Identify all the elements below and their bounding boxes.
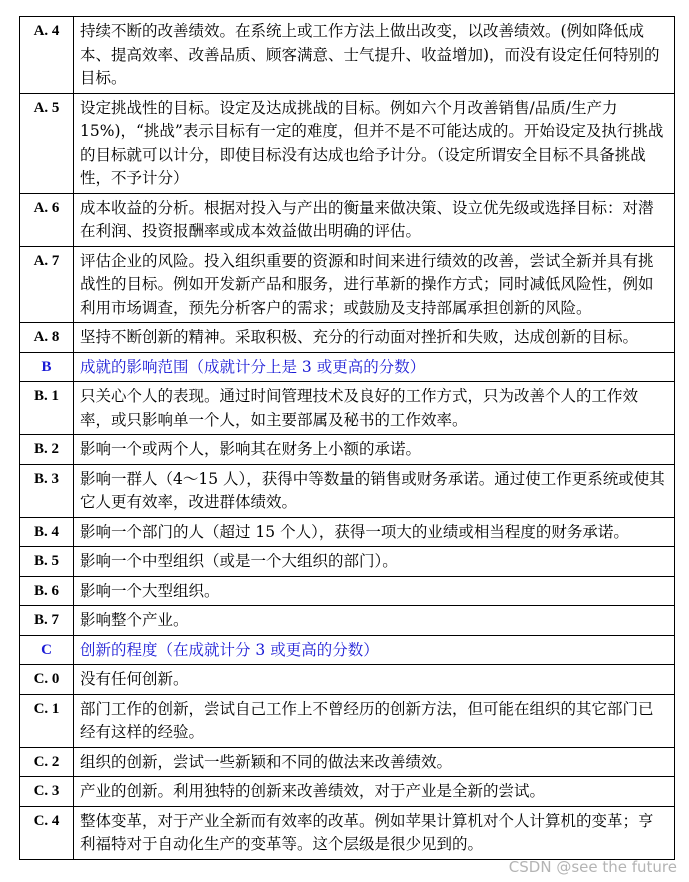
section-title: 创新的程度（在成就计分 3 或更高的分数） (74, 635, 675, 665)
table-row (20, 323, 675, 353)
row-description: 只关心个人的表现。通过时间管理技术及良好的工作方式，只为改善个人的工作效率，或只影响单一个人，如主要部属及秘书的工作效率。 (74, 382, 675, 435)
table-row (20, 517, 675, 547)
row-description: 没有任何创新。 (74, 665, 675, 695)
row-code: C. 0 (20, 665, 74, 695)
row-description: 成本收益的分析。根据对投入与产出的衡量来做决策、设立优先级或选择目标：对潜在利润、投资报酬率或成本效益做出明确的评估。 (74, 193, 675, 246)
section-title: 成就的影响范围（成就计分上是 3 或更高的分数） (74, 352, 675, 382)
table-row (20, 576, 675, 606)
watermark: CSDN @see the future (508, 858, 677, 876)
table-row (20, 777, 675, 807)
table-row (20, 17, 675, 94)
row-description: 部门工作的创新，尝试自己工作上不曾经历的创新方法，但可能在组织的其它部门已经有这样的经验。 (74, 694, 675, 747)
row-code: B. 7 (20, 606, 74, 636)
row-code: B (20, 352, 74, 382)
row-code: B. 4 (20, 517, 74, 547)
row-code: A. 5 (20, 93, 74, 193)
row-description: 影响一个中型组织（或是一个大组织的部门）。 (74, 547, 675, 577)
table-row (20, 747, 675, 777)
row-code: C. 3 (20, 777, 74, 807)
table-row (20, 464, 675, 517)
row-code: A. 6 (20, 193, 74, 246)
row-code: B. 1 (20, 382, 74, 435)
row-description: 影响一群人（4～15 人），获得中等数量的销售或财务承诺。通过使工作更系统或使其它人更有效率，改进群体绩效。 (74, 464, 675, 517)
table-row (20, 694, 675, 747)
criteria-table-body (20, 17, 675, 860)
row-code: A. 8 (20, 323, 74, 353)
table-row (20, 246, 675, 323)
row-code: C. 2 (20, 747, 74, 777)
table-row (20, 382, 675, 435)
row-code: B. 3 (20, 464, 74, 517)
section-row (20, 352, 675, 382)
row-description: 设定挑战性的目标。设定及达成挑战的目标。例如六个月改善销售/品质/生产力 15%)，“挑战”表示目标有一定的难度，但并不是不可能达成的。开始设定及执行挑战的目标就可以计分，即使目标没有达成也给予计分。（设定所谓安全目标不具备挑战性，不予计分） (74, 93, 675, 193)
row-description: 组织的创新，尝试一些新颖和不同的做法来改善绩效。 (74, 747, 675, 777)
table-row (20, 547, 675, 577)
row-description: 评估企业的风险。投入组织重要的资源和时间来进行绩效的改善，尝试全新并具有挑战性的目标。例如开发新产品和服务，进行革新的操作方式；同时减低风险性，例如利用市场调查，预先分析客户的需求；或鼓励及支持部属承担创新的风险。 (74, 246, 675, 323)
row-code: B. 5 (20, 547, 74, 577)
row-code: C (20, 635, 74, 665)
row-description: 影响整个产业。 (74, 606, 675, 636)
table-row (20, 435, 675, 465)
row-description: 整体变革，对于产业全新而有效率的改革。例如苹果计算机对个人计算机的变革；亨利福特对于自动化生产的变革等。这个层级是很少见到的。 (74, 806, 675, 859)
section-row (20, 635, 675, 665)
table-row (20, 806, 675, 859)
table-row (20, 93, 675, 193)
row-description: 持续不断的改善绩效。在系统上或工作方法上做出改变，以改善绩效。(例如降低成本、提高效率、改善品质、顾客满意、士气提升、收益增加)，而没有设定任何特别的目标。 (74, 17, 675, 94)
table-row (20, 606, 675, 636)
row-code: B. 2 (20, 435, 74, 465)
row-description: 坚持不断创新的精神。采取积极、充分的行动面对挫折和失败，达成创新的目标。 (74, 323, 675, 353)
row-code: A. 7 (20, 246, 74, 323)
table-row (20, 193, 675, 246)
row-description: 产业的创新。利用独特的创新来改善绩效，对于产业是全新的尝试。 (74, 777, 675, 807)
row-code: C. 1 (20, 694, 74, 747)
table-row (20, 665, 675, 695)
row-code: C. 4 (20, 806, 74, 859)
criteria-table (19, 16, 675, 860)
row-description: 影响一个部门的人（超过 15 个人），获得一项大的业绩或相当程度的财务承诺。 (74, 517, 675, 547)
row-code: B. 6 (20, 576, 74, 606)
row-description: 影响一个或两个人，影响其在财务上小额的承诺。 (74, 435, 675, 465)
row-code: A. 4 (20, 17, 74, 94)
row-description: 影响一个大型组织。 (74, 576, 675, 606)
